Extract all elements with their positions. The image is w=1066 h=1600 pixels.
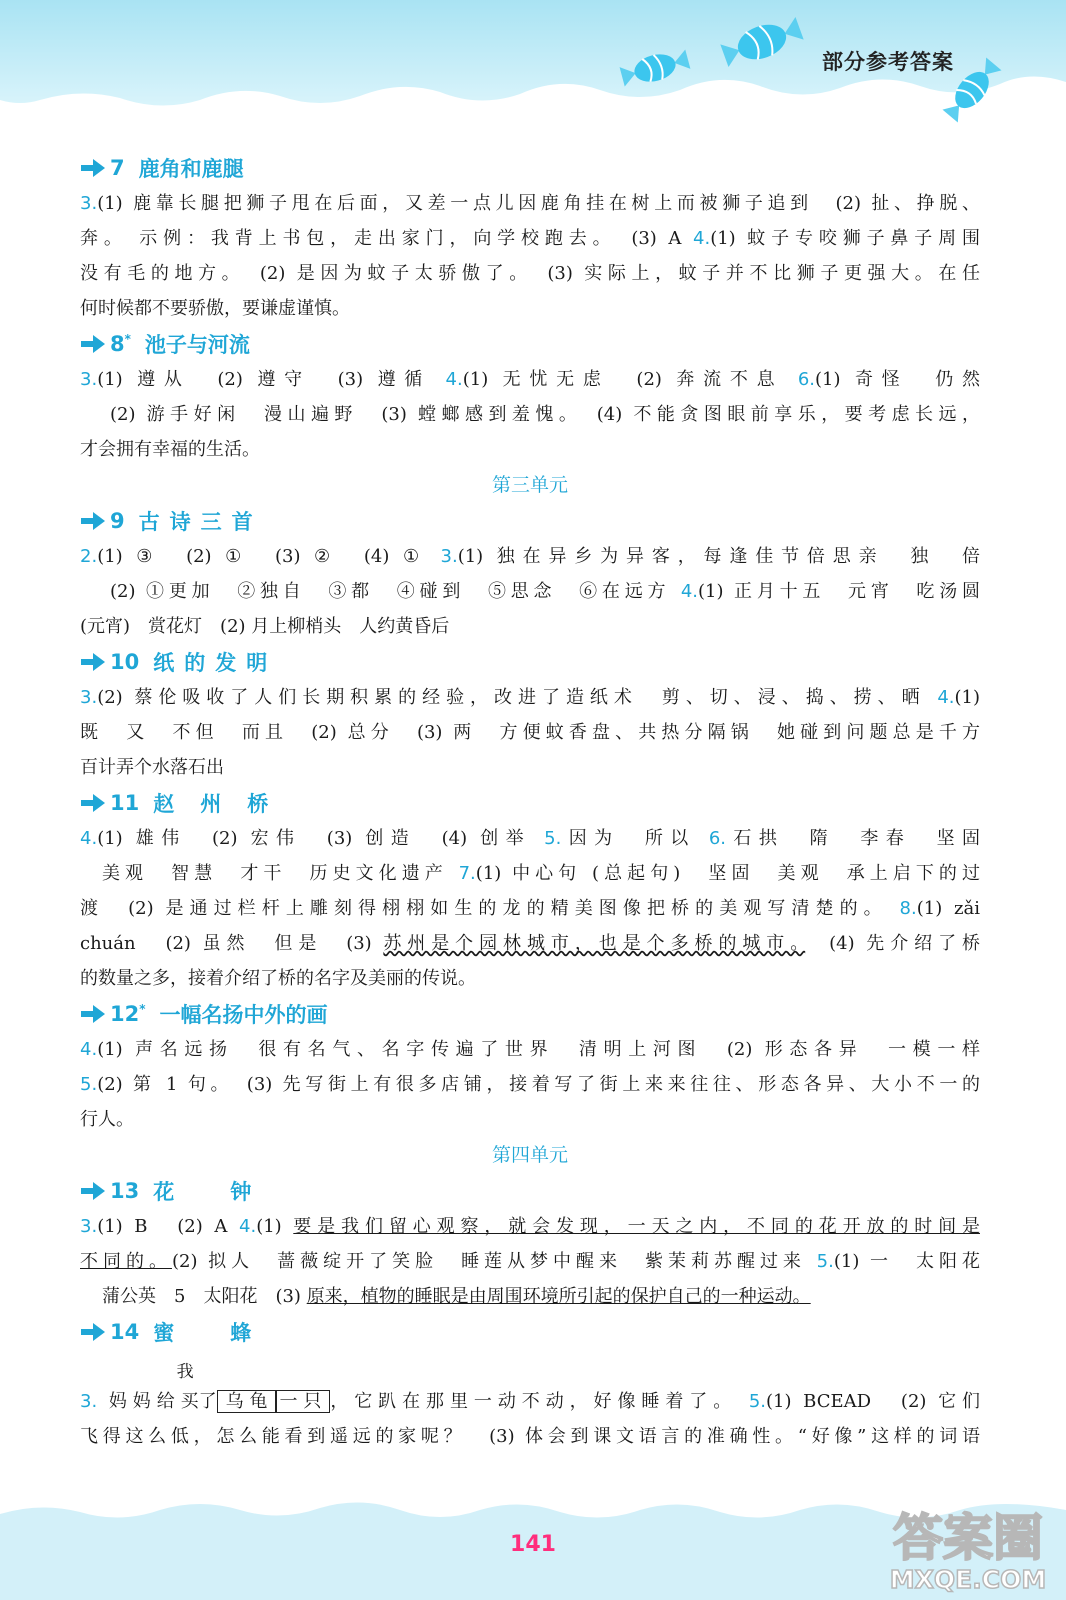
answer-text: 蒲公英 5 太阳花 (3)	[102, 1286, 301, 1307]
answer-line	[80, 680, 980, 715]
lesson-heading-10	[80, 644, 980, 680]
answer-line	[80, 1102, 980, 1137]
question-number: 3.	[80, 687, 98, 708]
answer-text: (1) 声名远扬 很有名气、名字传遍了世界 清明上河图 (2) 形态各异 一模一样	[97, 1039, 980, 1060]
underlined-answer: 要是我们留心观察，就会发现，一天之内，不同的花开放的时间是	[293, 1216, 980, 1237]
answer-line	[80, 186, 980, 221]
question-number: 5.	[816, 1251, 834, 1272]
watermark-url: MXQE.COM	[889, 1565, 1047, 1594]
underlined-answer: 不同的。	[80, 1251, 172, 1272]
answer-text: (元宵) 赏花灯 (2) 月上柳梢头 人约黄昏后	[80, 616, 450, 637]
question-number: 2.	[80, 546, 98, 567]
unit-title: 第四单元	[491, 1144, 568, 1166]
answer-line	[80, 1279, 980, 1314]
answer-text: 渡 (2) 是通过栏杆上雕刻得栩栩如生的龙的精美图像把桥的美观写清楚的。	[80, 898, 888, 919]
answer-line	[80, 1032, 980, 1067]
answer-line	[80, 256, 980, 291]
lesson-number: 8*	[110, 332, 131, 356]
answer-text: (1)	[954, 687, 980, 708]
lesson-title: 鹿角和鹿腿	[138, 157, 244, 181]
answer-text: (1) B (2) A	[97, 1216, 228, 1237]
answer-text: 奔。 示例：我背上书包，走出家门，向学校跑去。 (3) A	[80, 228, 682, 249]
arrow-right-icon	[80, 792, 106, 814]
optional-mark: *	[139, 1002, 146, 1016]
answer-text: (1) 鹿靠长腿把狮子甩在后面，又差一点儿因鹿角挂在树上而被狮子追到 (2) 扯、挣脱、	[97, 193, 980, 214]
boxed-word: 一只	[276, 1390, 330, 1413]
answer-text: 飞得这么低，怎么能看到遥远的家呢？ (3) 体会到课文语言的准确性。“好像”这样的词语	[80, 1426, 980, 1447]
lesson-heading-14	[80, 1314, 980, 1350]
answer-text: (2) 第 1 句。 (3) 先写街上有很多店铺，接着写了街上来来往往、形态各异、大小不一的	[97, 1074, 980, 1095]
optional-mark: *	[124, 332, 131, 346]
lesson-title: 赵州桥	[153, 792, 295, 816]
question-number: 4.	[680, 581, 699, 602]
question-number: 3.	[440, 546, 458, 567]
spacer	[80, 1350, 980, 1384]
answer-line	[80, 961, 980, 996]
answer-line	[80, 926, 980, 961]
header-title: 部分参考答案	[822, 50, 954, 74]
question-number: 3.	[80, 1391, 98, 1412]
answer-text: (1) 奇怪 仍然	[815, 369, 980, 390]
arrow-right-icon	[80, 1180, 106, 1202]
lesson-title: 蜜蜂	[153, 1321, 308, 1345]
answer-line	[80, 856, 980, 891]
answer-text: 行人。	[80, 1109, 134, 1130]
boxed-word: 乌龟	[217, 1390, 277, 1413]
answer-text: (1) 独在异乡为异客，每逢佳节倍思亲 独 倍	[457, 546, 981, 567]
question-number: 4.	[445, 369, 463, 390]
lesson-heading-11	[80, 785, 980, 821]
watermark-logo	[880, 1500, 1060, 1595]
answer-line	[80, 574, 980, 609]
answer-line	[80, 362, 980, 397]
answer-text: (1) 遵从 (2) 遵守 (3) 遵循	[97, 369, 432, 390]
arrow-right-icon	[80, 157, 106, 179]
answer-text: (1) ③ (2) ① (3) ② (4) ①	[97, 546, 427, 567]
lesson-title: 一幅名扬中外的画	[159, 1003, 328, 1027]
question-number: 4.	[239, 1216, 257, 1237]
answer-text: 因为 所以	[561, 828, 696, 849]
answer-text: (1) 正月十五 元宵 吃汤圆	[698, 581, 981, 602]
answer-line	[80, 750, 980, 785]
lesson-heading-12	[80, 996, 980, 1032]
question-number: 4.	[937, 687, 955, 708]
answer-text: 没有毛的地方。 (2) 是因为蚊子太骄傲了。 (3) 实际上，蚊子并不比狮子更强大。在任	[80, 263, 980, 284]
answer-line	[80, 715, 980, 750]
answer-text: (1)	[256, 1216, 282, 1237]
answer-text: (1) 无忧无虑 (2) 奔流不息	[462, 369, 784, 390]
arrow-right-icon	[80, 333, 106, 355]
inserted-word: 我	[176, 1362, 194, 1382]
answer-text: chuán (2) 虽然 但是 (3)	[80, 933, 372, 954]
underlined-answer: 苏州是个园林城市，也是个多桥的城市。	[383, 933, 806, 954]
question-number: 5.	[80, 1074, 98, 1095]
answer-text: (2) 拟人 蔷薇绽开了笑脸 睡莲从梦中醒来 紫茉莉苏醒过来	[171, 1251, 806, 1272]
lesson-title: 古诗三首	[138, 510, 263, 534]
lesson-title: 纸的发明	[153, 651, 278, 675]
answer-line	[80, 609, 980, 644]
lesson-heading-7	[80, 150, 980, 186]
question-number: 3.	[80, 1216, 98, 1237]
answer-text: 妈妈给	[108, 1391, 181, 1412]
lesson-number: 12*	[110, 1002, 146, 1026]
lesson-number: 10	[110, 650, 140, 674]
answer-content	[80, 150, 980, 1454]
question-number: 3.	[80, 369, 98, 390]
answer-text: 何时候都不要骄傲，要谦虚谨慎。	[80, 298, 350, 319]
question-number: 8.	[899, 898, 917, 919]
answer-text: (2) 游手好闲 漫山遍野 (3) 螳螂感到羞愧。 (4) 不能贪图眼前享乐，要考虑长远，	[110, 404, 980, 425]
lesson-number: 9	[110, 509, 125, 533]
lesson-heading-13	[80, 1173, 980, 1209]
answer-text: ，它趴在那里一动不动，好像睡着了。	[330, 1391, 738, 1412]
answer-line	[80, 821, 980, 856]
answer-text: (2) 蔡伦吸收了人们长期积累的经验，改进了造纸术 剪、切、浸、捣、捞、晒	[97, 687, 926, 708]
arrow-right-icon	[80, 510, 106, 532]
arrow-right-icon	[80, 1003, 106, 1025]
answer-line	[80, 432, 980, 467]
question-number: 3.	[80, 193, 98, 214]
answer-text: 百计弄个水落石出	[80, 757, 224, 778]
answer-text: (1) BCEAD (2) 它们	[766, 1391, 980, 1412]
question-number: 4.	[693, 228, 711, 249]
question-number: 4.	[80, 1039, 98, 1060]
answer-line	[80, 539, 980, 574]
watermark-brand: 答案圈	[893, 1509, 1043, 1567]
answer-text: 美观 智慧 才干 历史文化遗产	[102, 863, 448, 884]
answer-text: 才会拥有幸福的生活。	[80, 439, 260, 460]
answer-text: (1) 雄伟 (2) 宏伟 (3) 创造 (4) 创举	[97, 828, 532, 849]
answer-text: 既 又 不但 而且 (2) 总分 (3) 两 方便蚊香盘、共热分隔锅 她碰到问题总是千方	[80, 722, 980, 743]
answer-line	[80, 891, 980, 926]
answer-text: 的数量之多，接着介绍了桥的名字及美丽的传说。	[80, 968, 476, 989]
answer-text: (1) zǎi	[916, 898, 981, 919]
answer-line	[80, 1419, 980, 1454]
lesson-number: 13	[110, 1179, 140, 1203]
arrow-right-icon	[80, 651, 106, 673]
question-number: 6.	[797, 369, 816, 390]
question-number: 4.	[80, 828, 98, 849]
answer-text: (4) 先介绍了桥	[805, 933, 981, 954]
underlined-answer: 原来，植物的睡眠是由周围环境所引起的保护自己的一种运动。	[306, 1286, 811, 1307]
insert-mark	[176, 1362, 217, 1419]
lesson-title: 池子与河流	[144, 333, 250, 357]
answer-line	[80, 1067, 980, 1102]
answer-text: 石拱 隋 李春 坚固	[726, 828, 980, 849]
lesson-heading-9	[80, 503, 980, 539]
answer-line	[80, 1244, 980, 1279]
answer-line	[80, 221, 980, 256]
lesson-number: 11	[110, 791, 140, 815]
answer-line	[80, 397, 980, 432]
lesson-title: 花钟	[153, 1180, 308, 1204]
answer-line	[80, 291, 980, 326]
question-number: 7.	[458, 863, 476, 884]
answer-text: (2) ①更加 ②独自 ③都 ④碰到 ⑤思念 ⑥在远方	[110, 581, 671, 602]
question-number: 5.	[544, 828, 562, 849]
answer-line	[80, 1362, 980, 1419]
question-number: 6.	[708, 828, 727, 849]
question-number: 5.	[748, 1391, 766, 1412]
answer-line	[80, 1209, 980, 1244]
unit-title: 第三单元	[491, 474, 568, 496]
answer-text: (1) 中心句 (总起句) 坚固 美观 承上启下的过	[475, 863, 980, 884]
answer-text: 买了	[180, 1391, 217, 1412]
arrow-right-icon	[80, 1321, 106, 1343]
lesson-heading-8	[80, 326, 980, 362]
page-number: 141	[510, 1532, 556, 1557]
answer-text: (1) 蚊子专咬狮子鼻子周围	[710, 228, 981, 249]
lesson-number: 14	[110, 1320, 140, 1344]
lesson-number: 7	[110, 156, 125, 180]
answer-text: (1) 一 太阳花	[833, 1251, 981, 1272]
